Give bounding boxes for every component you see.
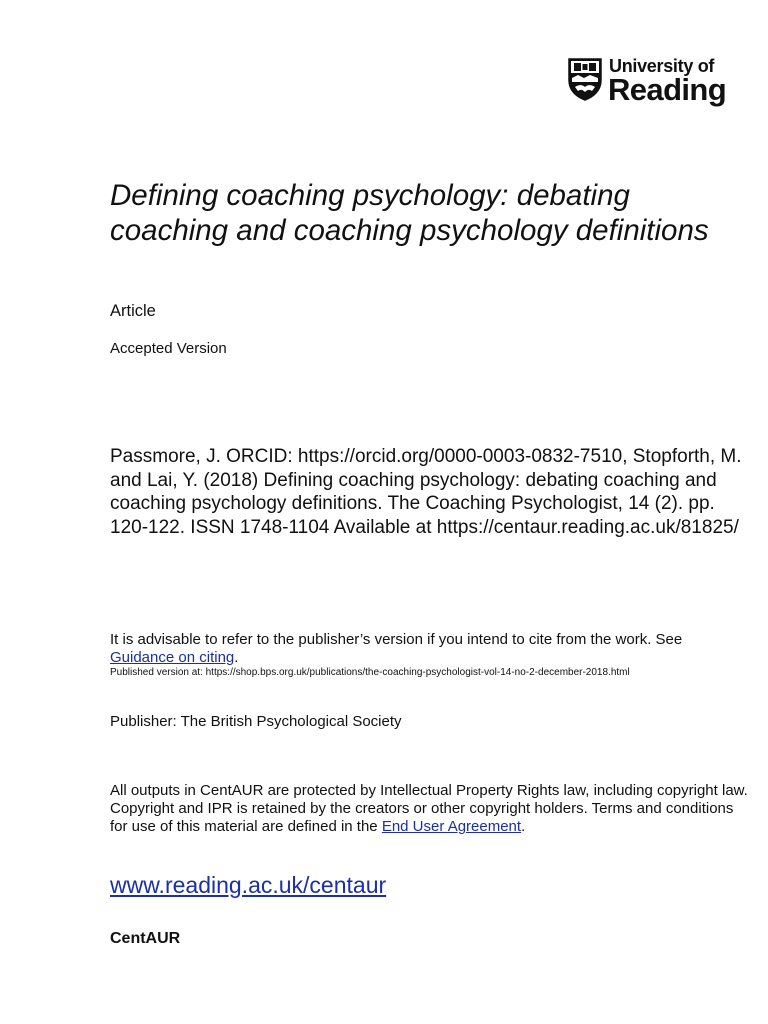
centaur-url-link[interactable]: www.reading.ac.uk/centaur: [110, 872, 387, 898]
university-logo: [567, 56, 727, 107]
citation-advisory: [110, 631, 750, 667]
citation-text: Passmore, J. ORCID: https://orcid.org/0000-0003-0832-7510, Stopforth, M. and Lai, Y. (2018) Defining coaching psychology: debating coaching and coaching psychology definitions. The Coaching Psychologist, 14 (2). pp. 120-122. ISSN 1748-1104 Available at https://centaur.reading.ac.uk/81825/: [110, 446, 742, 538]
logo-text-line1: University of: [609, 56, 715, 76]
rights-statement: [110, 782, 750, 836]
document-title: Defining coaching psychology: debating coaching and coaching psychology definitions: [110, 179, 709, 247]
end-user-agreement-link[interactable]: End User Agreement: [381, 818, 522, 835]
published-version-note: Published version at: https://shop.bps.org.uk/publications/the-coaching-psychologist-vol-14-no-2-december-2018.html: [110, 667, 630, 678]
publisher-line: Publisher: The British Psychological Society: [110, 713, 402, 730]
guidance-on-citing-link[interactable]: Guidance on citing: [110, 649, 235, 666]
advisory-text: It is advisable to refer to the publisher’s version if you intend to cite from the work. See: [110, 631, 683, 648]
rights-text-end: .: [521, 818, 526, 835]
university-shield-icon: [568, 58, 602, 101]
rights-text: All outputs in CentAUR are protected by Intellectual Property Rights law, including copyright law. Copyright and IPR is retained by the creators or other copyright holders. Terms and conditions for use of this material are defined in the: [110, 782, 748, 835]
logo-text-line2: Reading: [608, 72, 727, 107]
document-type: Article: [110, 302, 156, 320]
advisory-text-end: .: [234, 649, 239, 666]
centaur-name: CentAUR: [110, 930, 181, 947]
document-version: Accepted Version: [110, 340, 227, 357]
